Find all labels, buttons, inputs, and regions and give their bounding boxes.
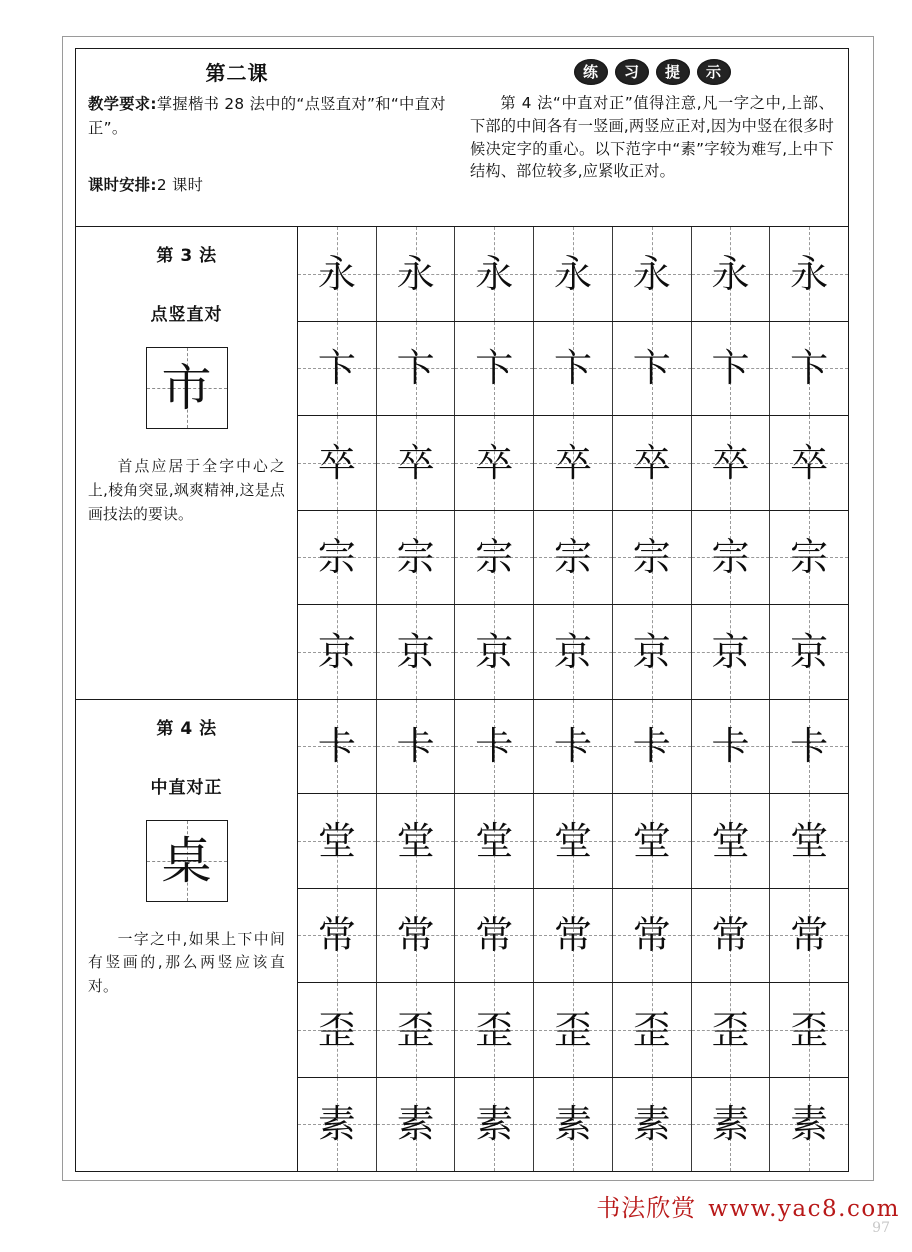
practice-row bbox=[298, 889, 848, 984]
practice-cell bbox=[692, 1078, 771, 1172]
practice-row bbox=[298, 1078, 848, 1172]
method-4-model-character: 桌 bbox=[161, 831, 212, 890]
practice-cell bbox=[455, 605, 534, 699]
practice-character: 常 bbox=[317, 913, 356, 958]
practice-character: 京 bbox=[396, 629, 435, 674]
page-number: 97 bbox=[872, 1220, 890, 1236]
practice-character: 宗 bbox=[475, 535, 514, 580]
practice-cell bbox=[298, 983, 377, 1077]
practice-character: 卒 bbox=[632, 440, 671, 485]
teaching-requirement bbox=[88, 93, 446, 140]
practice-cell bbox=[770, 227, 848, 321]
practice-cell bbox=[298, 511, 377, 605]
practice-character: 堂 bbox=[790, 818, 829, 863]
badge-shi: 示 bbox=[697, 59, 731, 85]
practice-character: 歪 bbox=[396, 1007, 435, 1052]
practice-character: 卒 bbox=[554, 440, 593, 485]
practice-character: 常 bbox=[475, 913, 514, 958]
practice-character: 歪 bbox=[790, 1007, 829, 1052]
practice-cell bbox=[770, 1078, 848, 1172]
practice-cell bbox=[770, 794, 848, 888]
practice-cell bbox=[377, 511, 456, 605]
method-3-info-panel bbox=[76, 227, 298, 699]
practice-character: 永 bbox=[554, 251, 593, 296]
practice-cell bbox=[298, 1078, 377, 1172]
practice-character: 堂 bbox=[632, 818, 671, 863]
page-title: 第二课 bbox=[205, 61, 269, 85]
site-watermark bbox=[596, 1188, 900, 1223]
practice-character: 永 bbox=[317, 251, 356, 296]
class-schedule-label: 课时安排: bbox=[88, 176, 157, 195]
method-4-info-panel bbox=[76, 700, 298, 1172]
practice-cell bbox=[455, 889, 534, 983]
practice-cell bbox=[534, 700, 613, 794]
practice-cell bbox=[455, 983, 534, 1077]
practice-cell bbox=[770, 889, 848, 983]
practice-character: 京 bbox=[632, 629, 671, 674]
lesson-header bbox=[76, 49, 848, 227]
practice-cell bbox=[770, 700, 848, 794]
method-4-practice-grid bbox=[298, 700, 848, 1172]
practice-character: 堂 bbox=[317, 818, 356, 863]
practice-character: 永 bbox=[711, 251, 750, 296]
method-4-number: 第 4 法 bbox=[156, 718, 217, 739]
header-right-column bbox=[460, 49, 848, 226]
practice-cell bbox=[534, 794, 613, 888]
watermark-site-name: 书法欣赏 bbox=[596, 1194, 697, 1222]
practice-character: 京 bbox=[317, 629, 356, 674]
practice-row bbox=[298, 511, 848, 606]
practice-character: 堂 bbox=[396, 818, 435, 863]
practice-cell bbox=[298, 700, 377, 794]
practice-cell bbox=[613, 416, 692, 510]
practice-character: 卒 bbox=[475, 440, 514, 485]
practice-cell bbox=[534, 605, 613, 699]
practice-character: 卞 bbox=[554, 346, 593, 391]
badge-xi: 习 bbox=[615, 59, 649, 85]
practice-tip-text: 第 4 法“中直对正”值得注意,凡一字之中,上部、下部的中间各有一竖画,两竖应正对,因为中竖在很多时候决定字的重心。以下范字中“素”字较为难写,上中下结构、部位较多,应紧收正对。 bbox=[470, 94, 834, 181]
practice-character: 素 bbox=[396, 1102, 435, 1147]
practice-character: 歪 bbox=[475, 1007, 514, 1052]
practice-cell bbox=[613, 605, 692, 699]
practice-cell bbox=[298, 889, 377, 983]
practice-character: 常 bbox=[632, 913, 671, 958]
method-3-number: 第 3 法 bbox=[156, 246, 217, 266]
class-schedule-text: 2 课时 bbox=[156, 176, 204, 195]
teaching-requirement-text: 掌握楷书 28 法中的“点竖直对”和“中直对正”。 bbox=[88, 95, 446, 137]
practice-cell bbox=[692, 983, 771, 1077]
method-4-model-character-box bbox=[146, 820, 228, 902]
practice-character: 卞 bbox=[396, 346, 435, 391]
practice-character: 素 bbox=[317, 1102, 356, 1147]
practice-character: 素 bbox=[711, 1102, 750, 1147]
practice-cell bbox=[613, 227, 692, 321]
practice-cell bbox=[298, 605, 377, 699]
method-3-model-character: 市 bbox=[161, 359, 212, 417]
practice-cell bbox=[613, 794, 692, 888]
practice-character: 堂 bbox=[711, 818, 750, 863]
practice-character: 常 bbox=[396, 913, 435, 958]
practice-cell bbox=[534, 322, 613, 416]
practice-cell bbox=[770, 511, 848, 605]
practice-character: 歪 bbox=[554, 1007, 593, 1052]
practice-character: 永 bbox=[790, 251, 829, 296]
practice-character: 卡 bbox=[317, 724, 356, 769]
practice-cell bbox=[770, 322, 848, 416]
practice-cell bbox=[613, 322, 692, 416]
practice-character: 宗 bbox=[554, 535, 593, 580]
practice-cell bbox=[377, 605, 456, 699]
practice-character: 歪 bbox=[711, 1007, 750, 1052]
watermark-url: www.yac8.com bbox=[708, 1196, 900, 1222]
header-left-column bbox=[76, 49, 460, 226]
practice-character: 卡 bbox=[632, 724, 671, 769]
method-section-3 bbox=[76, 227, 848, 700]
class-schedule bbox=[88, 174, 446, 197]
practice-cell bbox=[613, 983, 692, 1077]
practice-character: 京 bbox=[790, 629, 829, 674]
practice-cell bbox=[377, 227, 456, 321]
practice-character: 宗 bbox=[317, 535, 356, 580]
practice-character: 永 bbox=[396, 251, 435, 296]
method-section-4 bbox=[76, 700, 848, 1172]
method-4-name: 中直对正 bbox=[150, 777, 223, 798]
practice-character: 卡 bbox=[554, 724, 593, 769]
practice-character: 素 bbox=[790, 1102, 829, 1147]
practice-cell bbox=[534, 227, 613, 321]
method-3-description: 首点应居于全字中心之上,棱角突显,飒爽精神,这是点画技法的要诀。 bbox=[88, 458, 285, 523]
practice-cell bbox=[613, 1078, 692, 1172]
practice-row bbox=[298, 605, 848, 699]
practice-character: 卞 bbox=[711, 346, 750, 391]
teaching-requirement-label: 教学要求: bbox=[88, 95, 157, 113]
practice-character: 卡 bbox=[475, 724, 514, 769]
practice-cell bbox=[455, 700, 534, 794]
practice-character: 宗 bbox=[711, 535, 750, 580]
practice-character: 常 bbox=[790, 913, 829, 958]
practice-cell bbox=[692, 511, 771, 605]
practice-cell bbox=[534, 416, 613, 510]
practice-cell bbox=[377, 889, 456, 983]
practice-character: 卞 bbox=[475, 346, 514, 391]
practice-cell bbox=[298, 794, 377, 888]
practice-character: 永 bbox=[475, 251, 514, 296]
practice-character: 卒 bbox=[711, 440, 750, 485]
practice-character: 卒 bbox=[396, 440, 435, 485]
practice-cell bbox=[455, 416, 534, 510]
practice-character: 常 bbox=[711, 913, 750, 958]
practice-character: 素 bbox=[554, 1102, 593, 1147]
practice-cell bbox=[455, 511, 534, 605]
practice-character: 京 bbox=[554, 629, 593, 674]
practice-cell bbox=[613, 889, 692, 983]
practice-character: 京 bbox=[711, 629, 750, 674]
practice-cell bbox=[377, 700, 456, 794]
practice-row bbox=[298, 322, 848, 417]
practice-character: 卒 bbox=[790, 440, 829, 485]
practice-row bbox=[298, 227, 848, 322]
practice-character: 歪 bbox=[632, 1007, 671, 1052]
method-3-practice-grid bbox=[298, 227, 848, 699]
practice-cell bbox=[377, 416, 456, 510]
practice-cell bbox=[298, 322, 377, 416]
method-4-description: 一字之中,如果上下中间有竖画的,那么两竖应该直对。 bbox=[88, 930, 285, 996]
practice-cell bbox=[692, 227, 771, 321]
practice-cell bbox=[377, 1078, 456, 1172]
practice-cell bbox=[455, 227, 534, 321]
practice-character: 卒 bbox=[317, 440, 356, 485]
practice-character: 歪 bbox=[317, 1007, 356, 1052]
practice-cell bbox=[377, 794, 456, 888]
practice-character: 卞 bbox=[632, 346, 671, 391]
practice-cell bbox=[534, 1078, 613, 1172]
practice-cell bbox=[455, 794, 534, 888]
practice-character: 宗 bbox=[790, 535, 829, 580]
practice-cell bbox=[377, 983, 456, 1077]
practice-character: 素 bbox=[632, 1102, 671, 1147]
practice-cell bbox=[534, 983, 613, 1077]
practice-character: 卡 bbox=[790, 724, 829, 769]
practice-row bbox=[298, 794, 848, 889]
practice-cell bbox=[298, 416, 377, 510]
page-footer bbox=[0, 1182, 912, 1252]
practice-cell bbox=[377, 322, 456, 416]
practice-character: 堂 bbox=[554, 818, 593, 863]
practice-cell bbox=[692, 605, 771, 699]
practice-character: 常 bbox=[554, 913, 593, 958]
practice-cell bbox=[534, 511, 613, 605]
badge-lian: 练 bbox=[574, 59, 608, 85]
practice-character: 卞 bbox=[790, 346, 829, 391]
practice-row bbox=[298, 983, 848, 1078]
practice-cell bbox=[692, 889, 771, 983]
practice-character: 卡 bbox=[396, 724, 435, 769]
practice-character: 宗 bbox=[632, 535, 671, 580]
practice-row bbox=[298, 700, 848, 795]
practice-cell bbox=[770, 605, 848, 699]
practice-character: 永 bbox=[632, 251, 671, 296]
practice-cell bbox=[692, 794, 771, 888]
practice-cell bbox=[455, 322, 534, 416]
practice-cell bbox=[692, 416, 771, 510]
badge-ti: 提 bbox=[656, 59, 690, 85]
practice-cell bbox=[298, 227, 377, 321]
practice-cell bbox=[692, 700, 771, 794]
practice-tip-badge-row bbox=[470, 59, 834, 85]
practice-character: 京 bbox=[475, 629, 514, 674]
practice-cell bbox=[613, 700, 692, 794]
practice-cell bbox=[770, 983, 848, 1077]
practice-cell bbox=[534, 889, 613, 983]
practice-character: 堂 bbox=[475, 818, 514, 863]
method-3-name: 点竖直对 bbox=[150, 305, 223, 325]
practice-character: 卡 bbox=[711, 724, 750, 769]
practice-cell bbox=[770, 416, 848, 510]
practice-cell bbox=[455, 1078, 534, 1172]
method-3-model-character-box bbox=[146, 347, 228, 429]
practice-cell bbox=[692, 322, 771, 416]
lesson-content-box bbox=[75, 48, 849, 1172]
practice-cell bbox=[613, 511, 692, 605]
practice-character: 宗 bbox=[396, 535, 435, 580]
practice-character: 素 bbox=[475, 1102, 514, 1147]
practice-row bbox=[298, 416, 848, 511]
practice-character: 卞 bbox=[317, 346, 356, 391]
